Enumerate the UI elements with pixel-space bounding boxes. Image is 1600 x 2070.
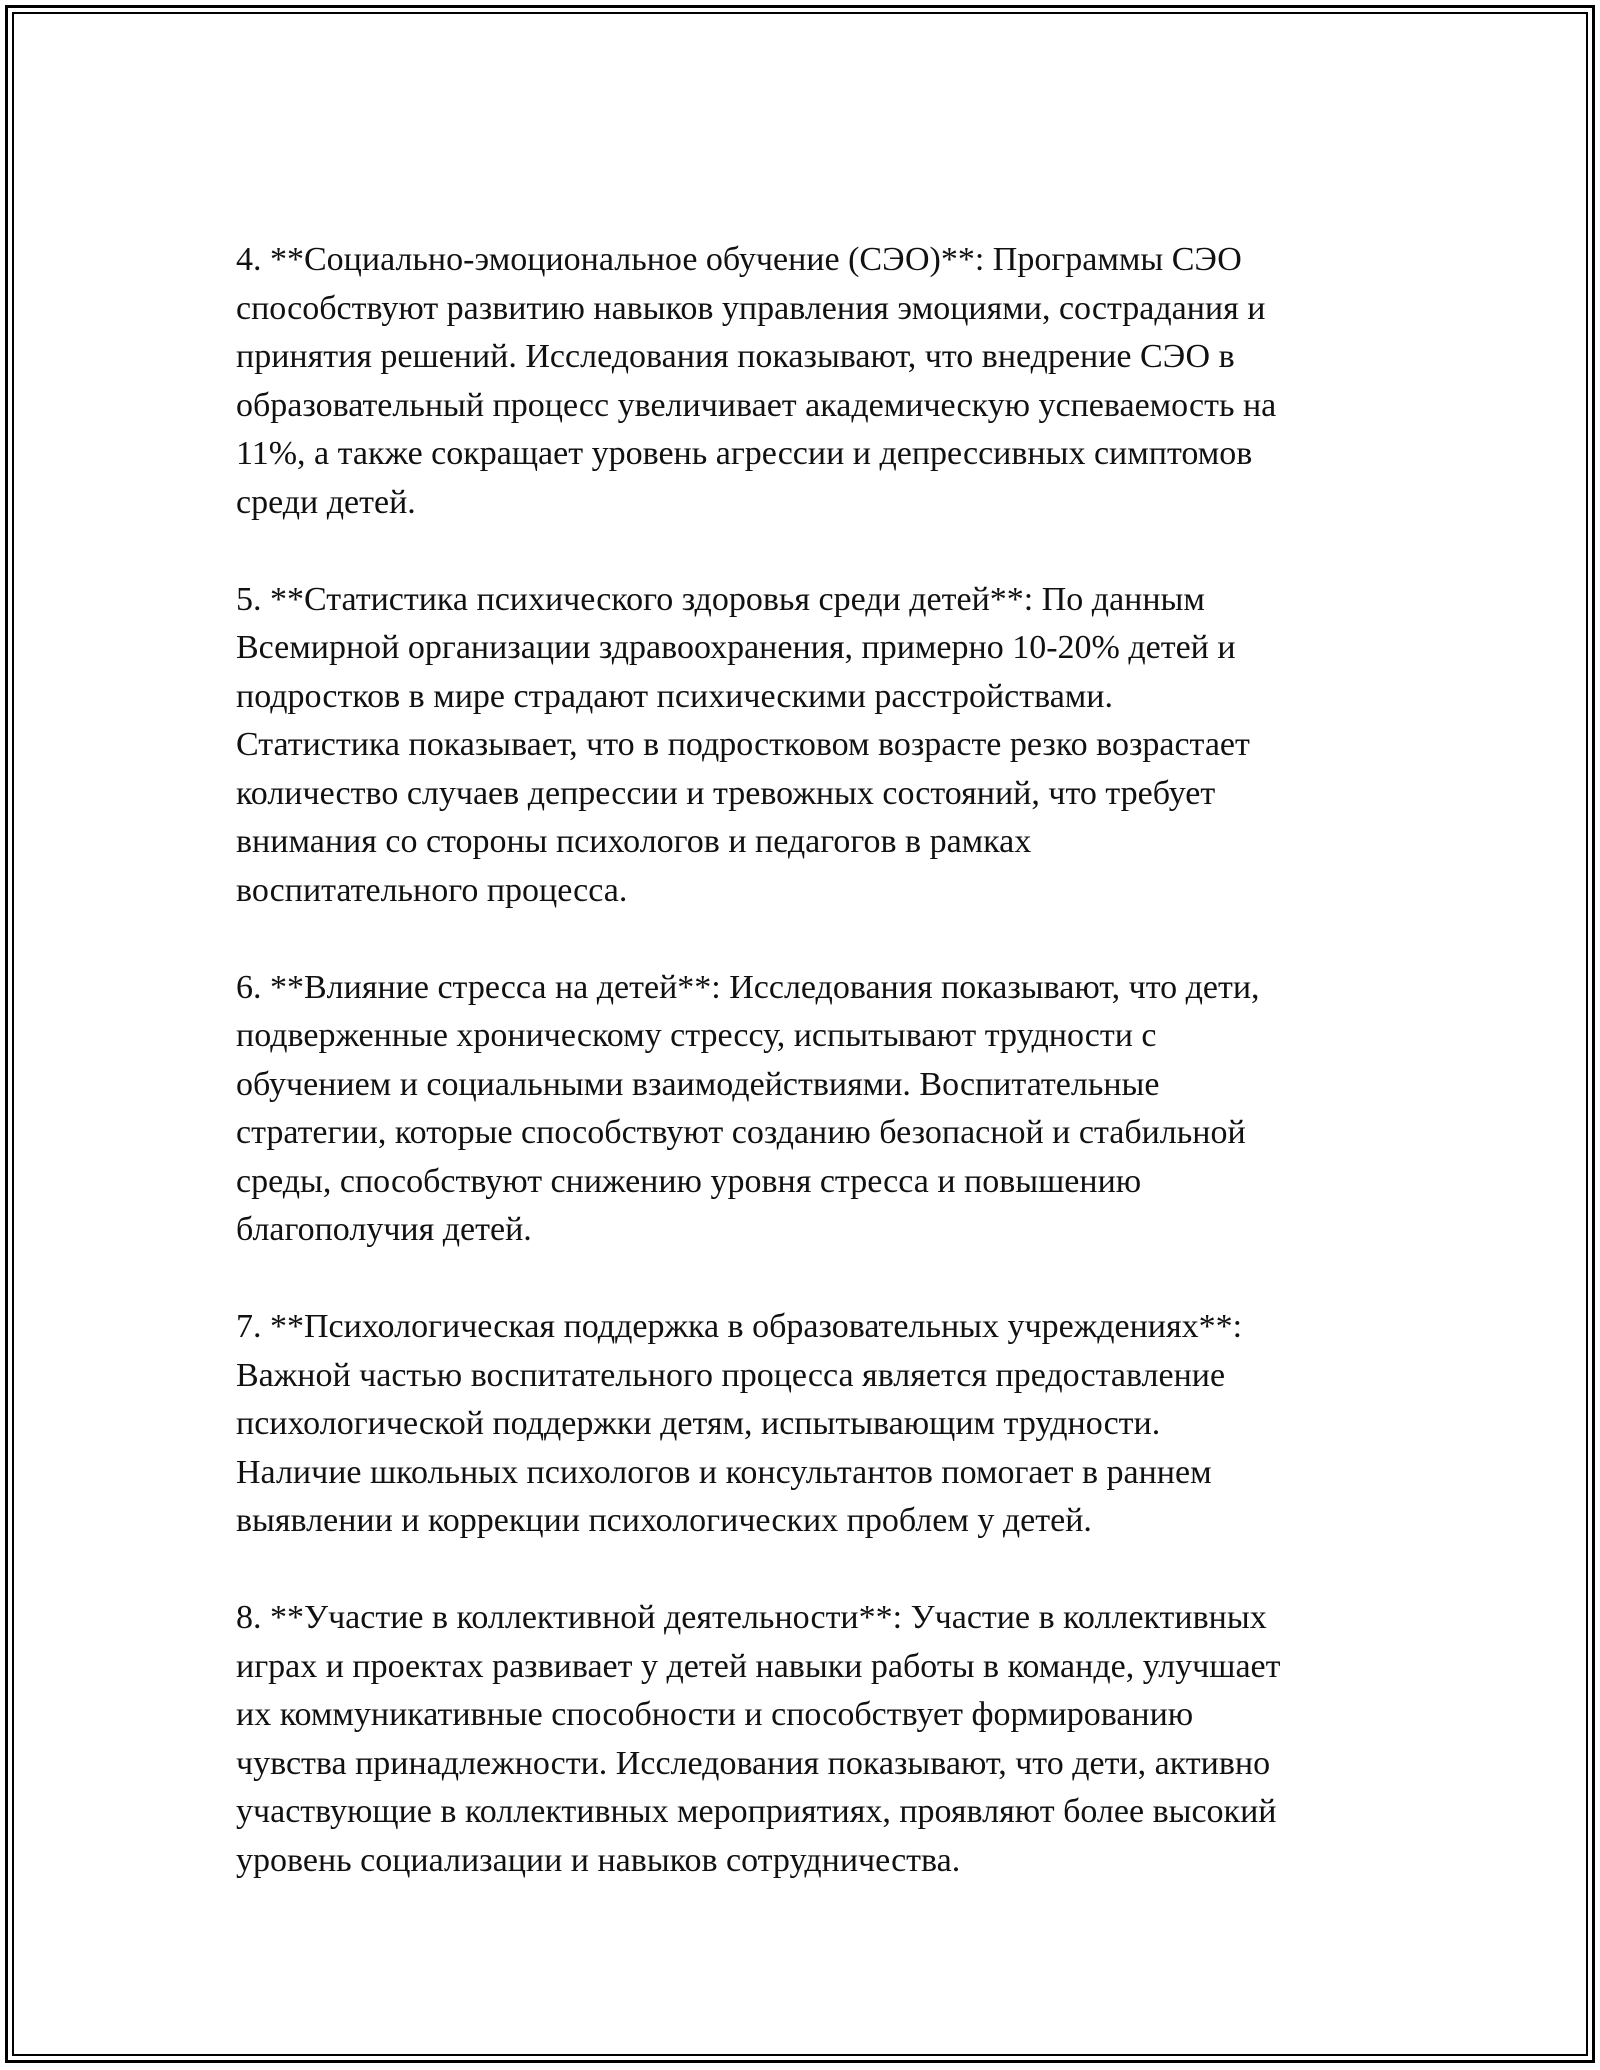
document-body [236,236,1386,1934]
paragraph-item-6: 6. **Влияние стресса на детей**: Исследования показывают, что дети, подверженные хроническому стрессу, испытывают трудности с обучением и социальными взаимодействиями. Воспитательные стратегии, которые способствуют созданию безопасной и стабильной среды, способствуют снижению уровня стресса и повышению благополучия детей. [236,968,1260,1248]
paragraph-item-8: 8. **Участие в коллективной деятельности**: Участие в коллективных играх и проектах развивает у детей навыки работы в команде, улучшает их коммуникативные способности и способствует формированию чувства принадлежности. Исследования показывают, что дети, активно участвующие в коллективных мероприятиях, проявляют более высокий уровень социализации и навыков сотрудничества. [236,1599,1281,1879]
paragraph-item-5: 5. **Статистика психического здоровья среди детей**: По данным Всемирной организации здравоохранения, примерно 10-20% детей и подростков в мире страдают психическими расстройствами. Статистика показывает, что в подростковом возрасте резко возрастает количество случаев депрессии и тревожных состояний, что требует внимания со стороны психологов и педагогов в рамках воспитательного процесса. [236,580,1250,909]
paragraph-item-4: 4. **Социально-эмоциональное обучение (СЭО)**: Программы СЭО способствуют развитию навыков управления эмоциями, сострадания и принятия решений. Исследования показывают, что внедрение СЭО в образовательный процесс увеличивает академическую успеваемость на 11%, а также сокращает уровень агрессии и депрессивных симптомов среди детей. [236,241,1277,521]
paragraph-item-7: 7. **Психологическая поддержка в образовательных учреждениях**: Важной частью воспитательного процесса является предоставление психологической поддержки детям, испытывающим трудности. Наличие школьных психологов и консультантов помогает в раннем выявлении и коррекции психологических проблем у детей. [236,1308,1243,1539]
